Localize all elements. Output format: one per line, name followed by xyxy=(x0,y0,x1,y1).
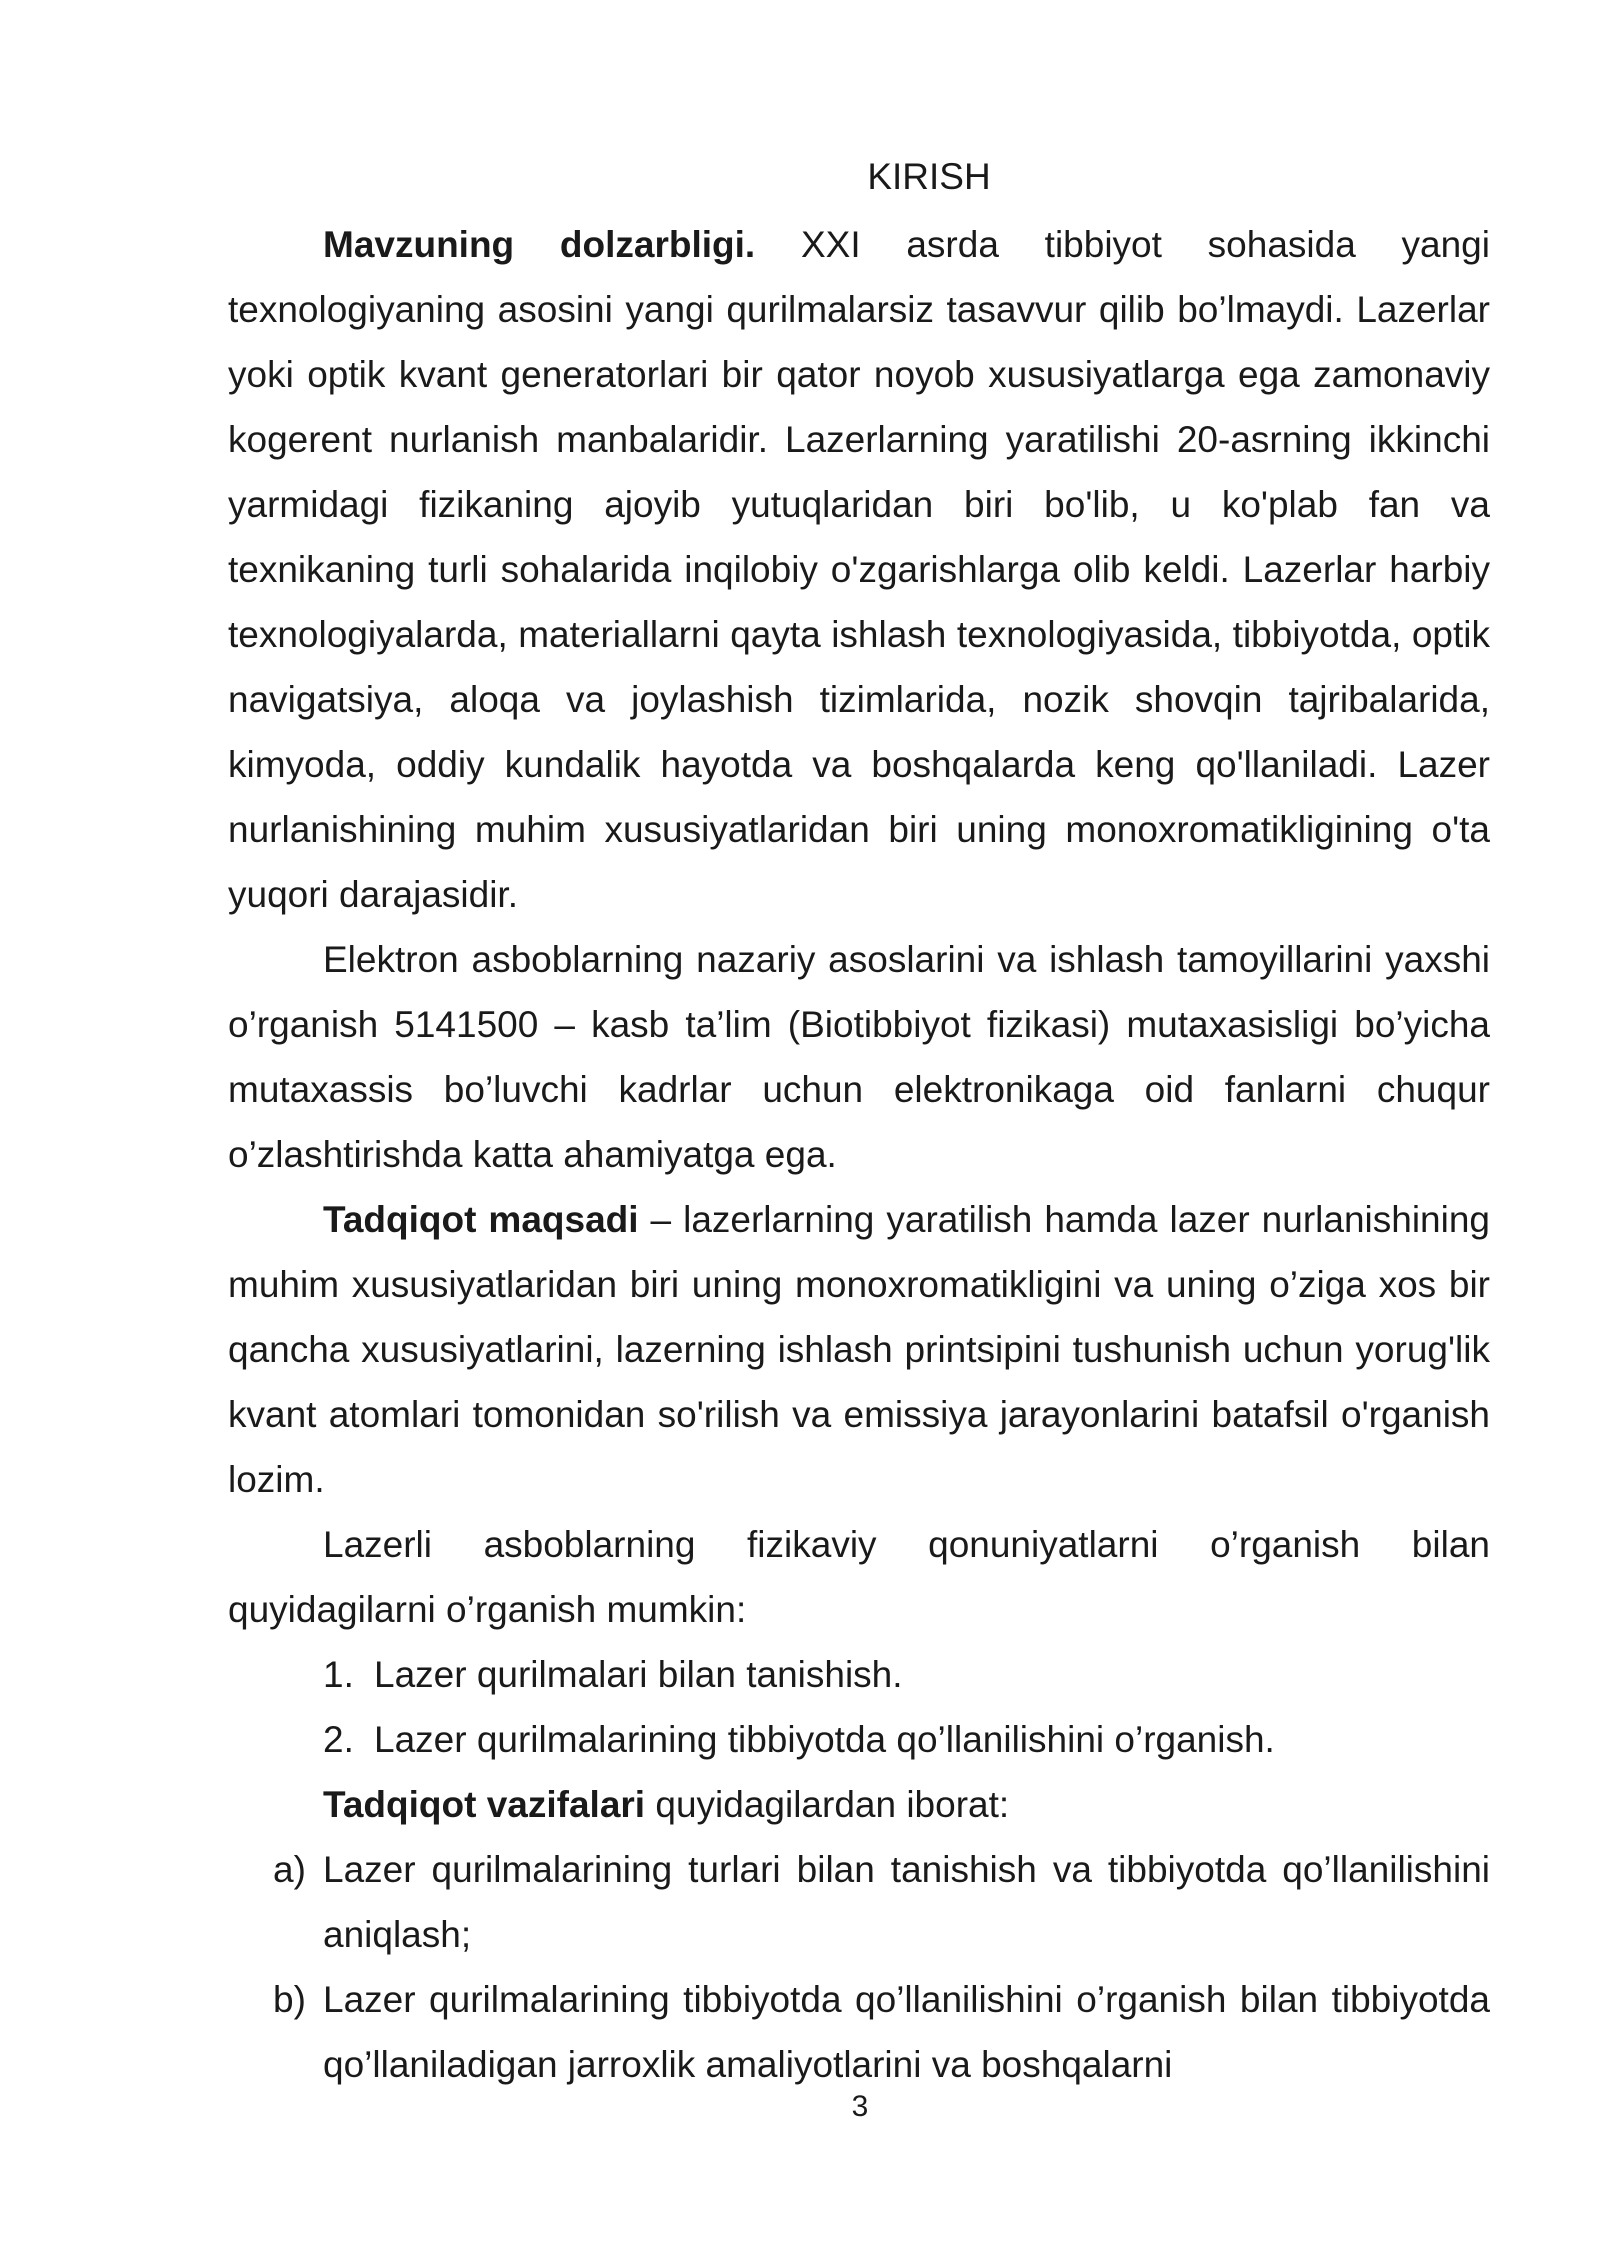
paragraph-text-research-tasks: quyidagilardan iborat: xyxy=(645,1784,1010,1825)
list-marker: 2. xyxy=(323,1719,354,1760)
paragraph-research-goal xyxy=(228,1187,1490,1512)
list-marker: b) xyxy=(273,1979,306,2020)
list-item-text: Lazer qurilmalarining turlari bilan tanishish va tibbiyotda qo’llanilishini aniqlash; xyxy=(323,1849,1490,1955)
paragraph-lead-relevance: Mavzuning dolzarbligi. xyxy=(323,224,756,265)
paragraph-relevance xyxy=(228,212,1490,927)
lettered-list xyxy=(228,1837,1490,2097)
paragraph-lead-research-goal: Tadqiqot maqsadi xyxy=(323,1199,639,1240)
paragraph-text-relevance: XXI asrda tibbiyot sohasida yangi texnologiyaning asosini yangi qurilmalarsiz tasavvur qilib bo’lmaydi. Lazerlar yoki optik kvant generatorlari bir qator noyob xususiyatlarga ega zamonaviy kogerent nurlanish manbalaridir. Lazerlarning yaratilishi 20-asrning ikkinchi yarmidagi fizikaning ajoyib yutuqlaridan biri bo'lib, u ko'plab fan va texnikaning turli sohalarida inqilobiy o'zgarishlarga olib keldi. Lazerlar harbiy texnologiyalarda, materiallarni qayta ishlash texnologiyasida, tibbiyotda, optik navigatsiya, aloqa va joylashish tizimlarida, nozik shovqin tajribalarida, kimyoda, oddiy kundalik hayotda va boshqalarda keng qo'llaniladi. Lazer nurlanishining muhim xususiyatlaridan biri uning monoxromatikligining o'ta yuqori darajasidir. xyxy=(228,224,1490,915)
paragraph-laser-devices: Lazerli asboblarning fizikaviy qonuniyatlarni o’rganish bilan quyidagilarni o’rganish mumkin: xyxy=(228,1524,1490,1630)
list-marker: 1. xyxy=(323,1654,354,1695)
paragraph-research-tasks xyxy=(228,1772,1490,1837)
list-item xyxy=(228,1707,1490,1772)
list-item-text: Lazer qurilmalari bilan tanishish. xyxy=(374,1654,903,1695)
page-number: 3 xyxy=(851,2090,869,2123)
document-body xyxy=(228,148,1490,2097)
paragraph-electronics: Elektron asboblarning nazariy asoslarini va ishlash tamoyillarini yaxshi o’rganish 5141500 – kasb ta’lim (Biotibbiyot fizikasi) mutaxasisligi bo’yicha mutaxassis bo’luvchi kadrlar uchun elektronikaga oid fanlarni chuqur o’zlashtirishda katta ahamiyatga ega. xyxy=(228,939,1490,1175)
list-item-text: Lazer qurilmalarining tibbiyotda qo’llanilishini o’rganish bilan tibbiyotda qo’llaniladigan jarroxlik amaliyotlarini va boshqalarni xyxy=(323,1979,1490,2085)
section-title: KIRISH xyxy=(867,156,991,197)
list-item xyxy=(228,1967,1490,2097)
paragraph-lead-research-tasks: Tadqiqot vazifalari xyxy=(323,1784,646,1825)
list-marker: a) xyxy=(273,1849,306,1890)
list-item-text: Lazer qurilmalarining tibbiyotda qo’llanilishini o’rganish. xyxy=(374,1719,1275,1760)
list-item xyxy=(228,1837,1490,1967)
paragraph-text-research-goal: – lazerlarning yaratilish hamda lazer nurlanishining muhim xususiyatlaridan biri uning monoxromatikligini va uning o’ziga xos bir qancha xususiyatlarini, lazerning ishlash printsipini tushunish uchun yorug'lik kvant atomlari tomonidan so'rilish va emissiya jarayonlarini batafsil o'rganish lozim. xyxy=(228,1199,1490,1500)
numbered-list xyxy=(228,1642,1490,1772)
list-item xyxy=(228,1642,1490,1707)
